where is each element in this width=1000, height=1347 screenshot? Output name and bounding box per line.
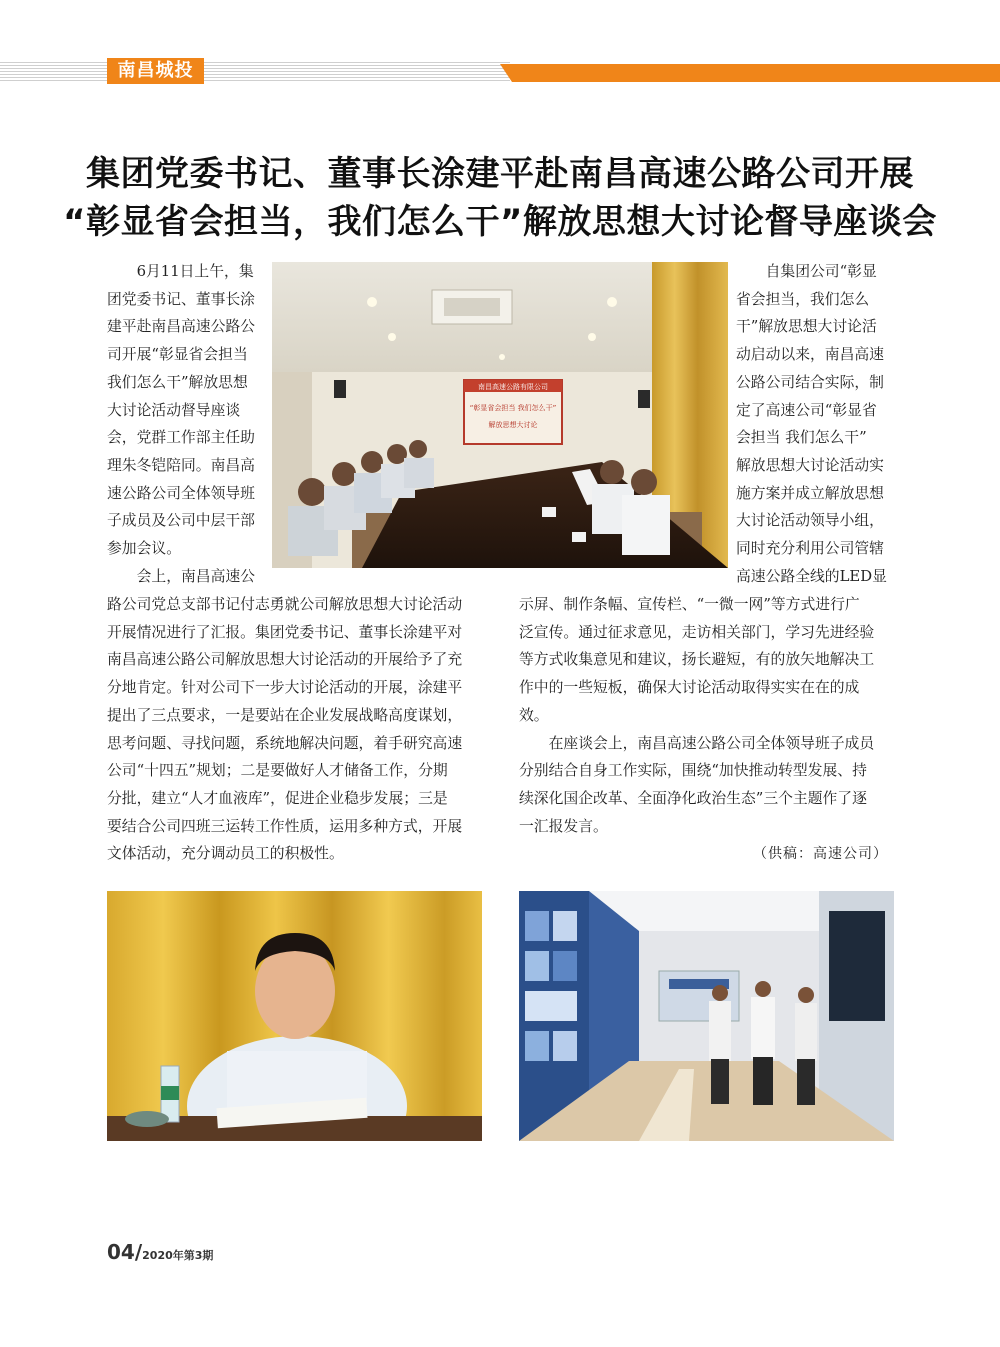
text-line: 思考问题、寻找问题，系统地解决问题，着手研究高速: [107, 734, 463, 752]
text-line: 公司“十四五”规划；二是要做好人才储备工作，分期: [107, 762, 448, 780]
article-title-line2: “彰显省会担当，我们怎么干”解放思想大讨论督导座谈会: [63, 202, 937, 242]
speaker-photo: [107, 891, 482, 1141]
text-line: 作中的一些短板，确保大讨论活动取得实实在在的成: [519, 679, 860, 697]
text-line: 大讨论活动领导小组，: [736, 512, 884, 530]
article-credit: （供稿：高速公司）: [753, 846, 888, 862]
text-line: 会担当 我们怎么干”: [736, 429, 867, 447]
text-line: 公路公司结合实际，制: [736, 373, 884, 391]
text-line: 司开展“彰显省会担当: [107, 346, 248, 364]
meeting-screen-line2: “彰显省会担当 我们怎么干”: [469, 404, 557, 412]
text-line: 省会担当，我们怎么: [736, 290, 870, 308]
text-line: 分批，建立“人才血液库”，促进企业稳步发展；三是: [107, 789, 448, 807]
text-line: 建平赴南昌高速公路公: [107, 318, 255, 336]
text-line: 高速公路全线的LED显: [736, 567, 887, 585]
issue-label: 2020年第3期: [142, 1249, 214, 1262]
text-line: 泛宣传。通过征求意见，走访相关部门，学习先进经验: [519, 623, 875, 641]
text-line: 提出了三点要求，一是要站在企业发展战略高度谋划，: [107, 706, 463, 724]
text-line: 参加会议。: [107, 540, 181, 558]
col-left-top: [107, 258, 265, 590]
text-line: 子成员及公司中层干部: [107, 512, 255, 530]
meeting-screen-line1: 南昌高速公路有限公司: [478, 383, 548, 391]
text-line: 一汇报发言。: [519, 817, 608, 835]
header-accent-bar: [500, 64, 1000, 82]
text-line: 路公司党总支部书记付志勇就公司解放思想大讨论活动: [107, 596, 463, 613]
text-line: 定了高速公司“彰显省: [736, 401, 877, 419]
text-line: 分别结合自身工作实际，围绕“加快推动转型发展、持: [519, 762, 867, 780]
article-title-line1: 集团党委书记、董事长涂建平赴南昌高速公路公司开展: [86, 154, 914, 194]
header-stripes: [0, 62, 510, 82]
page-number: 04/: [107, 1240, 143, 1264]
meeting-screen-line3: 解放思想大讨论: [488, 421, 538, 429]
section-tag: 南昌城投: [107, 58, 204, 84]
text-line: 等方式收集意见和建议，扬长避短，有的放矢地解决工: [519, 651, 875, 669]
text-line: 会，党群工作部主任助: [107, 429, 255, 447]
exhibition-photo: [519, 891, 894, 1141]
col-left-bottom: [107, 591, 482, 868]
text-line: 大讨论活动督导座谈: [107, 401, 241, 419]
text-line: 自集团公司“彰显: [765, 263, 877, 280]
text-line: 会上，南昌高速公: [136, 567, 255, 585]
text-line: 施方案并成立解放思想: [736, 484, 884, 502]
text-line: 解放思想大讨论活动实: [736, 456, 884, 474]
text-line: 开展情况进行了汇报。集团党委书记、董事长涂建平对: [107, 623, 463, 641]
col-right-top: [736, 258, 894, 590]
text-line: 速公路公司全体领导班: [107, 484, 255, 502]
text-line: 在座谈会上，南昌高速公路公司全体领导班子成员: [548, 734, 875, 752]
col-right-bottom: [519, 591, 894, 840]
text-line: 我们怎么干”解放思想: [107, 373, 248, 391]
text-line: 续深化国企改革、全面净化政治生态”三个主题作了逐: [519, 789, 867, 807]
text-line: 分地肯定。针对公司下一步大讨论活动的开展，涂建平: [107, 679, 463, 697]
text-line: 理朱冬铠陪同。南昌高: [107, 456, 255, 474]
text-line: 动启动以来，南昌高速: [736, 346, 884, 364]
meeting-room-photo: [272, 262, 728, 568]
text-line: 效。: [519, 706, 549, 724]
text-line: 示屏、制作条幅、宣传栏、“一微一网”等方式进行广: [519, 596, 860, 613]
text-line: 同时充分利用公司管辖: [736, 540, 884, 558]
text-line: 6月11日上午，集: [136, 263, 254, 280]
page-footer: [107, 1240, 213, 1264]
text-line: 文体活动，充分调动员工的积极性。: [107, 845, 344, 863]
text-line: 干”解放思想大讨论活: [736, 318, 877, 336]
text-line: 南昌高速公路公司解放思想大讨论活动的开展给予了充: [107, 651, 463, 669]
text-line: 团党委书记、董事长涂: [107, 290, 255, 308]
text-line: 要结合公司四班三运转工作性质，运用多种方式，开展: [107, 817, 463, 835]
